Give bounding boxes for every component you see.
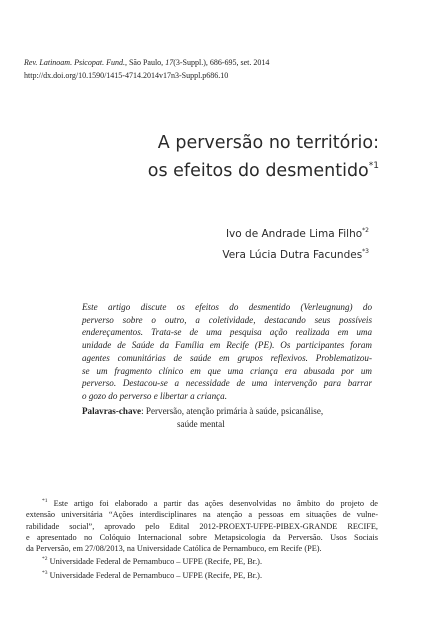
doi-link[interactable]: http://dx.doi.org/10.1590/1415-4714.2014v17n3-Suppl.p686.10 (24, 71, 229, 80)
footnote-1-line: rabilidade social”, aprovado pelo Edital 2012-PROEXT-UFPE-PIBEX-GRANDE RECIFE, (26, 521, 378, 531)
author-1 (222, 222, 369, 243)
title-line-2 (148, 155, 379, 183)
keywords-label: Palavras-chave (82, 406, 142, 416)
author-2-name: Vera Lúcia Dutra Facundes (222, 249, 363, 261)
footnotes (26, 496, 378, 581)
footnote-3-text: Universidade Federal de Pernambuco – UFPE (Recife, PE, Br.). (47, 570, 263, 580)
footnote-2 (26, 554, 378, 567)
citation-line (24, 56, 414, 69)
footnote-2-mark: *2 (42, 556, 48, 563)
abstract-line: o gozo do perverso e libertar a criança. (82, 390, 227, 401)
footnote-1-line (26, 496, 378, 509)
article-title (148, 132, 379, 183)
abstract-line: unidade de Saúde da Família em Recife (PE). Os participantes foram (82, 340, 372, 351)
abstract-line: Este artigo discute os efeitos do desmentido (Verleugnung) do (82, 302, 372, 312)
keywords-line-1 (82, 405, 382, 418)
keywords (82, 405, 382, 431)
journal-name: Rev. Latinoam. Psicopat. Fund. (24, 58, 125, 67)
keywords-text: : Perversão, atenção primária à saúde, psicanálise, (141, 406, 324, 416)
footnote-1-text: Este artigo foi elaborado a partir das ações desenvolvidas no âmbito do projeto de (47, 499, 378, 508)
title-line-2-text: os efeitos do desmentido (147, 161, 369, 181)
title-footnote-mark: *1 (368, 161, 379, 171)
keywords-line-2: saúde mental (177, 419, 225, 429)
footnote-3-mark: *3 (42, 569, 48, 576)
abstract-line: perverso. Destacou-se a necessidade de uma intervenção para barrar (82, 378, 372, 389)
author-1-name: Ivo de Andrade Lima Filho (225, 228, 363, 240)
author-1-mark: *2 (362, 227, 369, 234)
footnote-1-line: extensão universitária “Ações interdisciplinares na atenção a pessoas em situações de vulne- (26, 510, 378, 520)
author-2-mark: *3 (362, 248, 369, 255)
citation-city: , São Paulo, (124, 58, 166, 67)
title-line-1: A perversão no território: (157, 133, 379, 153)
abstract-line: se um fragmento clínico em que uma criança era abusada por um (82, 365, 372, 376)
footnote-2-text: Universidade Federal de Pernambuco – UFPE (Recife, PE, Br.). (47, 557, 263, 567)
citation-block (24, 56, 414, 82)
author-2 (222, 243, 369, 264)
abstract-line: endereçamentos. Trata-se de uma pesquisa ação realizada em uma (82, 327, 372, 338)
citation-issue: (3-Suppl.), 686-695, set. 2014 (173, 58, 270, 67)
footnote-1-line: da Perversão, em 27/08/2013, na Universidade Católica de Pernambuco, em Recife (PE). (26, 544, 322, 554)
abstract-line: agentes comunitárias de saúde em grupos reflexivos. Problematizou- (82, 352, 372, 363)
authors-block (222, 222, 369, 264)
citation-volume: 17 (165, 58, 174, 67)
footnote-3 (26, 568, 378, 581)
footnote-1-line: e apresentado no Colóquio Internacional sobre Metapsicologia da Perversão. Usos Sociais (26, 532, 378, 542)
abstract-line: perverso sobre o outro, a coletividade, destacando seus possíveis (82, 314, 372, 325)
abstract (82, 301, 372, 403)
footnote-1-mark: *1 (42, 498, 48, 504)
